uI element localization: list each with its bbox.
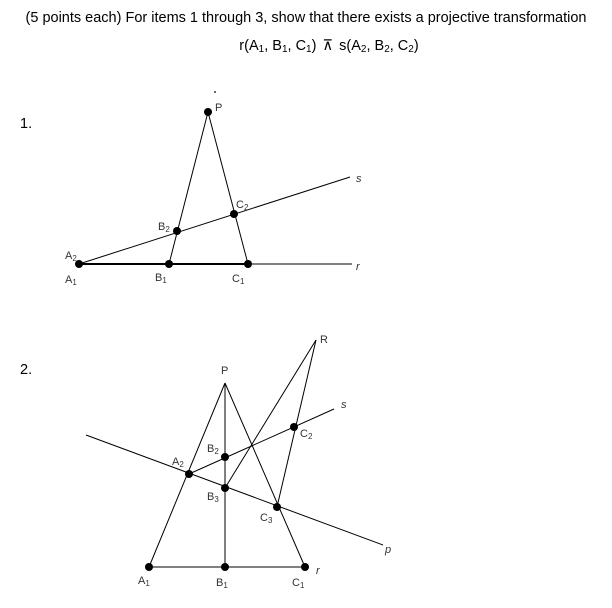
point-c3 [273,503,281,511]
label-a2: A2 [65,250,77,263]
label-a1: A1 [138,575,150,588]
problem-intro: (5 points each) For items 1 through 3, show that there exists a projective transformation [25,10,587,26]
label-r-point: R [320,334,328,346]
line-p-c1 [225,383,305,567]
label-b2: B2 [207,443,219,456]
line-p-b1 [169,112,208,264]
label-p: P [215,102,223,114]
label-p: P [221,365,229,377]
point-c2 [230,210,238,218]
point-c1 [301,563,309,571]
line-s [79,177,350,264]
point-a1 [145,563,153,571]
label-c2: C2 [300,428,313,441]
label-a2: A2 [172,456,184,469]
label-c1: C1 [232,273,245,286]
line-r-c3 [277,340,316,507]
label-s: s [356,173,362,185]
label-b2: B2 [158,221,170,234]
item-1-number: 1. [20,116,33,132]
label-s: s [341,399,347,411]
point-c1 [244,260,252,268]
point-b1 [221,563,229,571]
point-p [204,108,212,116]
label-b1: B1 [155,272,167,285]
item-2-number: 2. [20,362,33,378]
label-c1: C1 [292,577,305,590]
label-b1: B1 [216,577,228,590]
figure-1 [65,91,362,287]
perspectivity-symbol: ⊼ [322,38,334,54]
point-b2 [221,453,229,461]
label-p-line: p [385,544,392,556]
line-p [86,435,383,545]
point-a2 [185,470,193,478]
figure-2 [86,334,391,590]
projective-formula: $r(A_1$, $B_1$, $C_1$) ⊼ $s(A_2$, $B_2$, $C_2$) [239,38,419,55]
point-b3 [221,484,229,492]
label-b3: B3 [207,491,219,504]
label-a1: A1 [65,274,77,287]
point-b2 [173,227,181,235]
point-c2 [290,423,298,431]
label-c3: C3 [260,512,273,525]
dot-mark [214,91,216,93]
point-b1 [165,260,173,268]
line-s-symbol: s [339,38,347,54]
line-r-symbol: r [239,38,245,54]
line-p-c1 [208,112,248,264]
label-c2: C2 [236,199,249,212]
label-r: r [356,261,360,273]
label-r-line: r [316,565,320,577]
